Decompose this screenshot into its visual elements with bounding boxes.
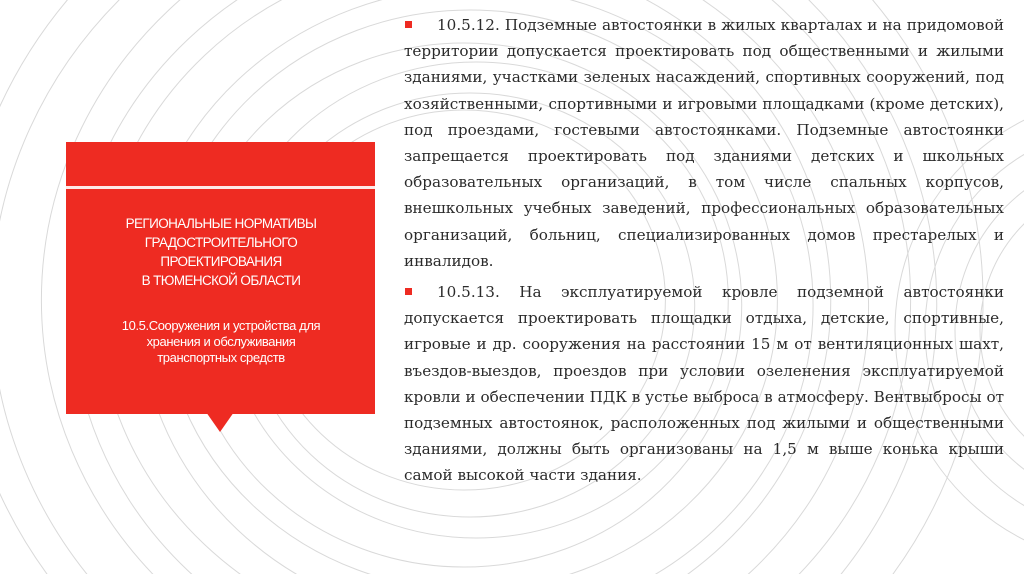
paragraph-text: 10.5.12. Подземные автостоянки в жилых кварталах и на придомовой территории допускается проектировать под общественными и жилыми зданиями, участками зеленых насаждений, спортивных сооружений, под хозяйственными, спортивными и игровыми площадками (кроме детских), под проездами, гостевыми автостоянками. Подземные автостоянки запрещается проектировать под зданиями детских и школьных образовательных организаций, в том числе спальных корпусов, внешкольных учебных заведений, профессиональных образовательных организаций, больниц, специализированных домов престарелых и инвалидов. [404, 16, 1004, 270]
regulation-text [404, 12, 1004, 494]
red-square-bullet-icon [405, 288, 412, 295]
panel-subtitle-line: транспортных средств [157, 350, 285, 365]
panel-subtitle-line: хранения и обслуживания [146, 334, 296, 349]
panel-title-line: В ТЮМЕНСКОЙ ОБЛАСТИ [141, 273, 301, 288]
paragraph-text: 10.5.13. На эксплуатируемой кровле подземной автостоянки допускается проектировать площадки отдыха, детские, спортивные, игровые и др. сооружения на расстоянии 15 м от вентиляционных шахт, въездов-выездов, проездов при условии озеленения эксплуатируемой кровли и обеспечении ПДК в устье выброса в атмосферу. Вентвыбросы от подземных автостоянок, расположенных под жилыми и общественными зданиями, должны быть организованы на 1,5 м выше конька крыши самой высокой части здания. [404, 283, 1004, 485]
panel-title-line: ГРАДОСТРОИТЕЛЬНОГО [144, 235, 298, 250]
panel-pointer-triangle [206, 412, 234, 432]
paragraph-10-5-13 [404, 279, 1004, 489]
panel-title-line: РЕГИОНАЛЬНЫЕ НОРМАТИВЫ [125, 216, 317, 231]
panel-subtitle [76, 318, 366, 366]
red-square-bullet-icon [405, 21, 412, 28]
panel-divider-stripe [66, 186, 375, 189]
panel-title [76, 214, 366, 290]
panel-title-line: ПРОЕКТИРОВАНИЯ [160, 254, 282, 269]
panel-subtitle-line: 10.5.Сооружения и устройства для [121, 318, 321, 333]
paragraph-10-5-12 [404, 12, 1004, 274]
